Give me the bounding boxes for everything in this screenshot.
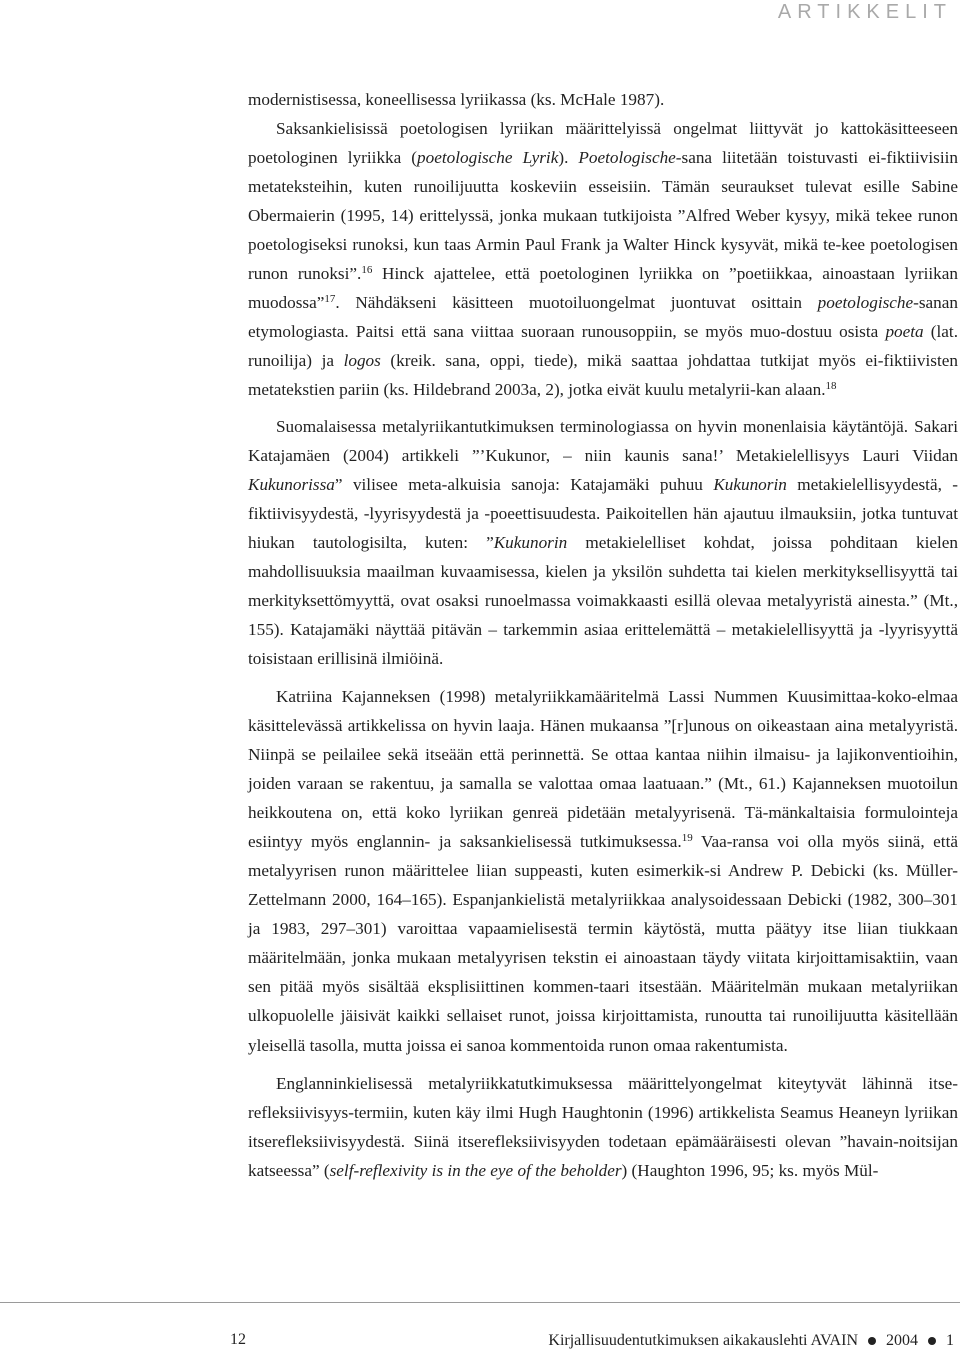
text-run: Suomalaisessa metalyriikantutkimuksen terminologiassa on hyvin monenlaisia käytäntöjä. Sakari Katajamäen (2004) artikkeli ”’Kukunor, – niin kaunis sana!’ Metakielellisyys Lauri Viidan	[248, 416, 958, 465]
italic-run: logos	[343, 351, 381, 371]
text-run: ) (Haughton 1996, 95; ks. myös Mül-	[621, 1160, 879, 1180]
text-run: Englanninkielisessä metalyriikkatutkimuksessa määrittelyongelmat kiteytyvät lähinnä itse-refleksiivisyys-termiin, kuten käy ilmi Hugh Haughtonin (1996) artikkelista Seamus Heaneyn lyriikan itserefleksiivisyydestä. Siinä itserefleksiivisyyden todetaan epämääräisesti olevan ”havain-noitsijan katseessa” (	[248, 1073, 958, 1180]
footnote-ref-17[interactable]: 17	[324, 293, 336, 306]
journal-footer	[548, 1331, 954, 1351]
text-run: Katriina Kajanneksen (1998) metalyriikkamääritelmä Lassi Nummen Kuusimittaa-koko-elmaa käsittelevässä artikkelissa on hyvin laaja. Hänen mukaansa ”[r]unous on oikeastaan aina metalyyristä. Niinpä se peilailee sekä itseään että perinnettä. Se ottaa kantaa niihin ilmaisu- ja lajikonventioihin, joiden varaan se rakentuu, ja samalla se valottaa omaa laatuaan.” (Mt., 61.) Kajanneksen muotoilun heikkoutena on, että koko lyriikan genreä pidetään metalyyrisenä. Tä-mänkaltaisia formulointeja esiintyy myös englannin- ja saksankielisessä tutkimuksessa.	[248, 686, 958, 852]
text-run: (lat. runoilija) ja	[248, 322, 958, 371]
bullet-dot-icon	[928, 1337, 936, 1345]
journal-issue: 1	[946, 1332, 954, 1349]
italic-run: Kukunorin	[713, 474, 787, 494]
journal-name: Kirjallisuudentutkimuksen aikakauslehti AVAIN	[548, 1332, 858, 1349]
italic-run: poetologische	[817, 293, 914, 313]
bullet-dot-icon	[868, 1337, 876, 1345]
text-run: Hinck ajattelee, että poetologinen lyriikka on ”poetiikkaa, ainoastaan lyriikan muodossa”	[248, 264, 958, 313]
italic-run: Kukunorin	[493, 532, 568, 552]
footnote-ref-16[interactable]: 16	[361, 264, 373, 277]
page-number: 12	[230, 1331, 246, 1348]
text-run: ).	[558, 148, 579, 168]
paragraph-4	[248, 682, 958, 1060]
footnote-ref-18[interactable]: 18	[825, 380, 837, 393]
text-run: ” vilisee meta-alkuisia sanoja: Katajamäki puhuu	[334, 474, 714, 494]
text-run: Saksankielisissä poetologisen lyriikan määrittelyissä ongelmat liittyvät jo kattokäsitteeseen poetologinen lyriikka (	[248, 119, 958, 168]
italic-run: self-reflexivity is in the eye of the beholder	[329, 1160, 622, 1180]
text-run: modernistisessa, koneellisessa lyriikassa (ks. McHale 1987).	[248, 90, 665, 109]
text-run: Vaa-ransa voi olla myös siinä, että metalyyrisen runon määrittelee liian suppeasti, kuten esimerkik-si Andrew P. Debicki (ks. Müller-Zettelmann 2000, 164–165). Espanjankielistä metalyriikkaa analysoidessaan Debicki (1982, 300–301 ja 1983, 297–301) varoittaa vapaamielisestä termin käytöstä, mutta päätyy itse liian tiukkaan määritelmään, jonka mukaan metalyyrisen tekstin ei ainoastaan täydy viitata kirjoittamisaktiin, vaan sen pitää myös sisältää eksplisiittinen kommen-taari itsestään. Määritelmän mukaan metalyriikan ulkopuolelle jäisivät kaikki sellaiset runot, joissa kirjoittamista, runoutta tai runoilijuutta käsitellään yleisellä tasolla, mutta joissa ei sanoa kommentoida runon omaa rakentumista.	[248, 832, 958, 1055]
italic-run: poetologische Lyrik	[417, 148, 559, 168]
italic-run: Kukunorissa	[248, 474, 335, 494]
paragraph-2	[248, 114, 958, 404]
paragraph-3	[248, 412, 958, 673]
section-label: ARTIKKELIT	[777, 1, 952, 23]
article-body	[248, 85, 958, 1185]
text-run: . Nähdäkseni käsitteen muotoiluongelmat juontuvat osittain	[335, 293, 818, 313]
text-run: -sanan etymologiasta. Paitsi että sana viittaa suoraan runousoppiin, se myös muo-dostuu osista	[248, 293, 958, 342]
text-run: metakielellisyydestä, -fiktiivisyydestä, -lyyrisyydestä ja -poeettisuudesta. Paikoitellen hän ajautuu ilmauksiin, jotka tuntuvat hiukan tautologisilta, kuten: ”	[248, 474, 959, 552]
text-run: -sana liitetään toistuvasti ei-fiktiivisiin metateksteihin, kuten runoilijuutta koskeviin esseisiin. Tämän seuraukset tulevat esille Sabine Obermaierin (1995, 14) erittelyssä, jonka mukaan tutkijoista ”Alfred Weber kysyy, mikä tekee runon poetologiseksi runoksi, kun taas Armin Paul Frank ja Walter Hinck kysyvät, mikä te-kee poetologisen runon runoksi”.	[248, 148, 958, 284]
text-run: (kreik. sana, oppi, tiede), mikä saattaa johdattaa tutkijat myös ei-fiktiivisten metatekstien pariin (ks. Hildebrand 2003a, 2), jotka eivät kuulu metalyrii-kan alaan.	[248, 351, 958, 400]
italic-run: poeta	[885, 322, 924, 342]
italic-run: Poetologische	[578, 148, 676, 168]
footer-divider	[0, 1302, 960, 1303]
paragraph-5	[248, 1069, 958, 1185]
paragraph-1	[248, 85, 958, 114]
text-run: metakielelliset kohdat, joissa pohditaan kielen mahdollisuuksia maailman kuvaamisessa, kielen ja yksilön suhdetta tai kielen merkityksellisyyttä tai merkityksettömyyttä, ovat osaksi runoelmassa voimakkaasti esillä olevaa metalyyristä ainesta.” (Mt., 155). Katajamäki näyttää pitävän – tarkemmin asiaa erittelemättä – metakielellisyyttä ja -lyyrisyyttä toisistaan erillisinä ilmiöinä.	[248, 532, 958, 668]
journal-year: 2004	[886, 1332, 918, 1349]
footnote-ref-19[interactable]: 19	[681, 832, 693, 845]
